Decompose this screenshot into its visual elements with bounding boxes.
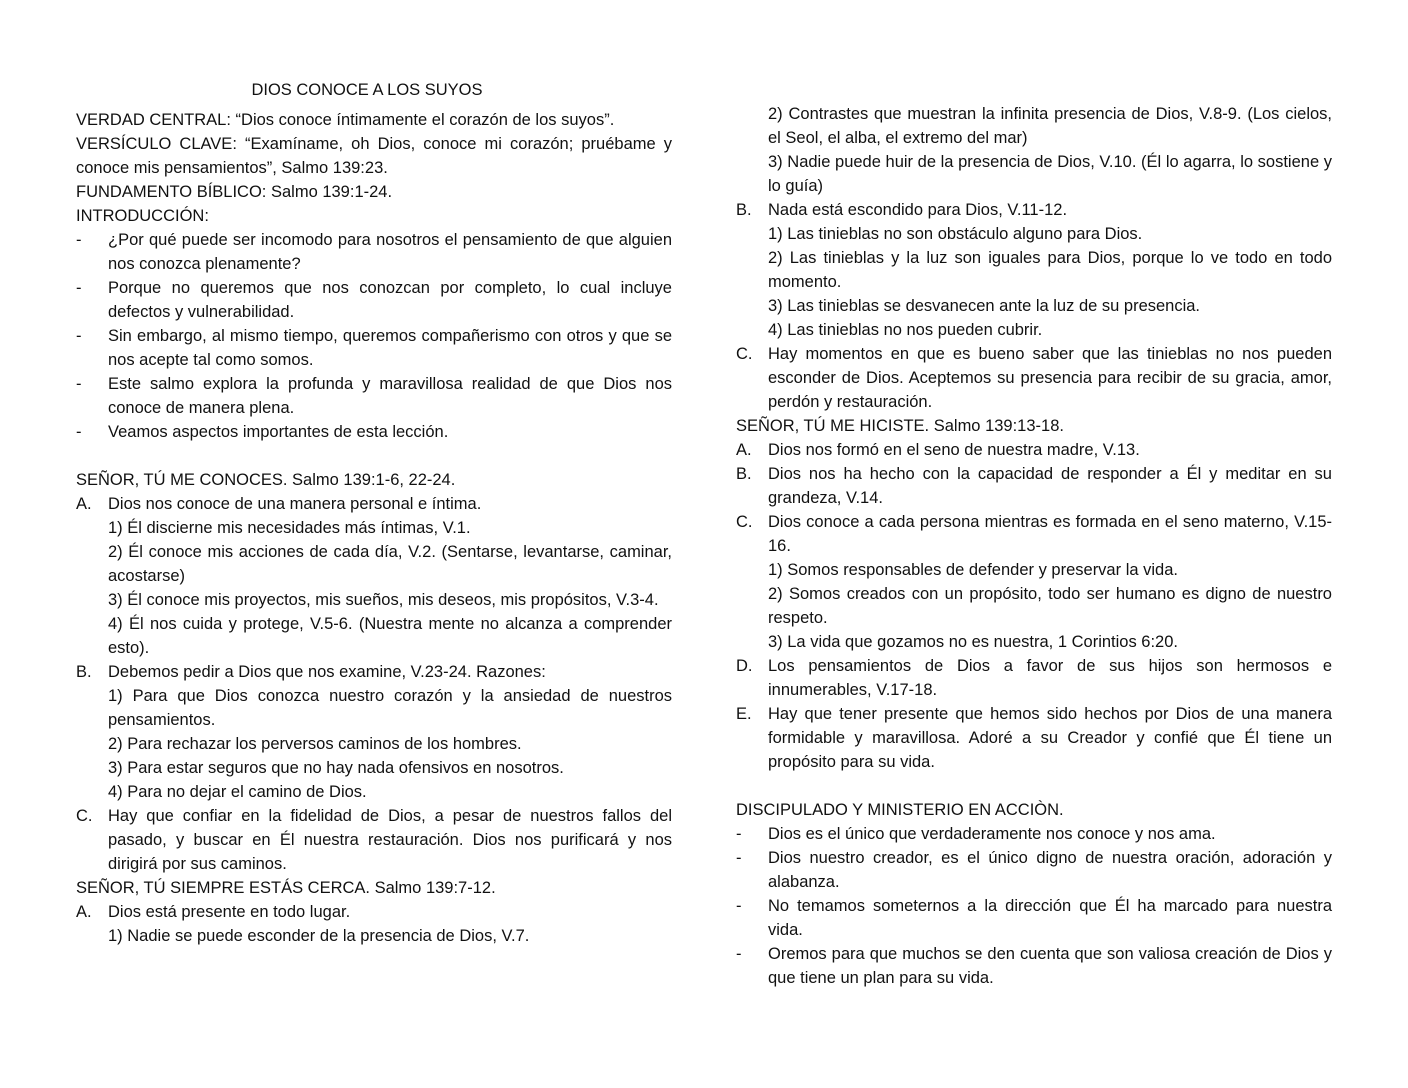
versiculo-clave: VERSÍCULO CLAVE: “Examíname, oh Dios, conoce mi corazón; pruébame y conoce mis pensamientos”, Salmo 139:23. — [76, 135, 672, 177]
section3-heading: SEÑOR, TÚ ME HICISTE. Salmo 139:13-18. — [736, 417, 1064, 435]
intro-bullet-text: Veamos aspectos importantes de esta lección. — [108, 423, 449, 441]
section3-item-c — [736, 510, 1332, 558]
section3-item-a — [736, 438, 1332, 462]
sub-item: 2) Él conoce mis acciones de cada día, V.2. (Sentarse, levantarse, caminar, acostarse) — [108, 543, 672, 585]
sub-item: 4) Él nos cuida y protege, V.5-6. (Nuestra mente no alcanza a comprender esto). — [108, 615, 672, 657]
sub-item: 2) Las tinieblas y la luz son iguales para Dios, porque lo ve todo en todo momento. — [768, 249, 1332, 291]
item-text: Dios nos ha hecho con la capacidad de responder a Él y meditar en su grandeza, V.14. — [768, 465, 1332, 507]
section2-item-a — [76, 900, 672, 924]
sub-item: 1) Las tinieblas no son obstáculo alguno para Dios. — [768, 225, 1143, 243]
bullet-mark: - — [736, 849, 742, 867]
left-column — [76, 78, 672, 948]
discipulado-bullet-text: Oremos para que muchos se den cuenta que son valiosa creación de Dios y que tiene un plan para su vida. — [768, 945, 1332, 987]
section1-item-c — [76, 804, 672, 876]
discipulado-bullet — [736, 822, 1332, 846]
item-letter: B. — [76, 663, 92, 681]
section3-item-e — [736, 702, 1332, 774]
item-text: Debemos pedir a Dios que nos examine, V.23-24. Razones: — [108, 663, 546, 681]
intro-bullet — [76, 372, 672, 420]
verdad-central: VERDAD CENTRAL: “Dios conoce íntimamente el corazón de los suyos”. — [76, 111, 615, 129]
bullet-mark: - — [736, 897, 742, 915]
item-text: Nada está escondido para Dios, V.11-12. — [768, 201, 1068, 219]
fundamento-biblico: FUNDAMENTO BÍBLICO: Salmo 139:1-24. — [76, 183, 393, 201]
sub-item: 2) Contrastes que muestran la infinita presencia de Dios, V.8-9. (Los cielos, el Seol, el alba, el extremo del mar) — [768, 105, 1332, 147]
bullet-mark: - — [76, 279, 82, 297]
intro-bullet-text: Porque no queremos que nos conozcan por completo, lo cual incluye defectos y vulnerabilidad. — [108, 279, 672, 321]
sub-item: 4) Para no dejar el camino de Dios. — [108, 783, 367, 801]
spacer — [736, 774, 1332, 798]
sub-item: 3) La vida que gozamos no es nuestra, 1 Corintios 6:20. — [768, 633, 1178, 651]
spacer — [76, 444, 672, 468]
intro-bullet — [76, 228, 672, 276]
discipulado-bullet — [736, 894, 1332, 942]
section2-item-c — [736, 342, 1332, 414]
bullet-mark: - — [736, 825, 742, 843]
item-letter: B. — [736, 201, 752, 219]
item-text: Hay que tener presente que hemos sido hechos por Dios de una manera formidable y maravillosa. Adoré a su Creador y confié que Él tiene un propósito para su vida. — [768, 705, 1332, 771]
right-column — [736, 102, 1332, 990]
discipulado-bullet — [736, 942, 1332, 990]
intro-bullet-text: ¿Por qué puede ser incomodo para nosotros el pensamiento de que alguien nos conozca plenamente? — [108, 231, 672, 273]
sub-item: 1) Él discierne mis necesidades más íntimas, V.1. — [108, 519, 471, 537]
section1-item-b — [76, 660, 672, 684]
sub-item: 4) Las tinieblas no nos pueden cubrir. — [768, 321, 1043, 339]
item-letter: C. — [736, 345, 753, 363]
item-letter: E. — [736, 705, 752, 723]
section1-item-a — [76, 492, 672, 516]
sub-item: 2) Para rechazar los perversos caminos de los hombres. — [108, 735, 522, 753]
intro-bullet — [76, 276, 672, 324]
item-letter: A. — [736, 441, 752, 459]
page-title: DIOS CONOCE A LOS SUYOS — [251, 81, 483, 99]
item-letter: A. — [76, 495, 92, 513]
discipulado-heading: DISCIPULADO Y MINISTERIO EN ACCIÒN. — [736, 801, 1064, 819]
item-text: Los pensamientos de Dios a favor de sus hijos son hermosos e innumerables, V.17-18. — [768, 657, 1332, 699]
intro-bullet-text: Sin embargo, al mismo tiempo, queremos compañerismo con otros y que se nos acepte tal como somos. — [108, 327, 672, 369]
item-letter: A. — [76, 903, 92, 921]
item-text: Hay que confiar en la fidelidad de Dios, a pesar de nuestros fallos del pasado, y buscar en Él nuestra restauración. Dios nos purificará y nos dirigirá por sus caminos. — [108, 807, 672, 873]
discipulado-bullet — [736, 846, 1332, 894]
discipulado-bullet-text: Dios es el único que verdaderamente nos conoce y nos ama. — [768, 825, 1216, 843]
item-text: Dios nos conoce de una manera personal e íntima. — [108, 495, 482, 513]
section1-heading: SEÑOR, TÚ ME CONOCES. Salmo 139:1-6, 22-24. — [76, 471, 456, 489]
sub-item: 1) Para que Dios conozca nuestro corazón y la ansiedad de nuestros pensamientos. — [108, 687, 672, 729]
section3-item-b — [736, 462, 1332, 510]
introduccion-heading: INTRODUCCIÓN: — [76, 207, 209, 225]
section3-item-d — [736, 654, 1332, 702]
intro-bullet — [76, 420, 672, 444]
sub-item: 3) Él conoce mis proyectos, mis sueños, mis deseos, mis propósitos, V.3-4. — [108, 591, 659, 609]
discipulado-bullet-text: No temamos someternos a la dirección que Él ha marcado para nuestra vida. — [768, 897, 1332, 939]
item-letter: B. — [736, 465, 752, 483]
item-text: Dios está presente en todo lugar. — [108, 903, 351, 921]
sub-item: 3) Para estar seguros que no hay nada ofensivos en nosotros. — [108, 759, 564, 777]
item-text: Dios conoce a cada persona mientras es formada en el seno materno, V.15-16. — [768, 513, 1332, 555]
item-letter: C. — [76, 807, 93, 825]
item-letter: D. — [736, 657, 753, 675]
intro-bullet — [76, 324, 672, 372]
item-letter: C. — [736, 513, 753, 531]
bullet-mark: - — [76, 327, 82, 345]
intro-bullet-text: Este salmo explora la profunda y maravillosa realidad de que Dios nos conoce de manera plena. — [108, 375, 672, 417]
bullet-mark: - — [76, 423, 82, 441]
discipulado-bullet-text: Dios nuestro creador, es el único digno de nuestra oración, adoración y alabanza. — [768, 849, 1332, 891]
bullet-mark: - — [736, 945, 742, 963]
sub-item: 2) Somos creados con un propósito, todo ser humano es digno de nuestro respeto. — [768, 585, 1332, 627]
item-text: Dios nos formó en el seno de nuestra madre, V.13. — [768, 441, 1140, 459]
sub-item: 1) Somos responsables de defender y preservar la vida. — [768, 561, 1178, 579]
section2-item-b — [736, 198, 1332, 222]
bullet-mark: - — [76, 231, 82, 249]
item-text: Hay momentos en que es bueno saber que las tinieblas no nos pueden esconder de Dios. Aceptemos su presencia para recibir de su gracia, amor, perdón y restauración. — [768, 345, 1332, 411]
sub-item: 1) Nadie se puede esconder de la presencia de Dios, V.7. — [108, 927, 530, 945]
sub-item: 3) Nadie puede huir de la presencia de Dios, V.10. (Él lo agarra, lo sostiene y lo guía) — [768, 153, 1332, 195]
sub-item: 3) Las tinieblas se desvanecen ante la luz de su presencia. — [768, 297, 1201, 315]
section2-heading: SEÑOR, TÚ SIEMPRE ESTÁS CERCA. Salmo 139:7-12. — [76, 879, 496, 897]
bullet-mark: - — [76, 375, 82, 393]
